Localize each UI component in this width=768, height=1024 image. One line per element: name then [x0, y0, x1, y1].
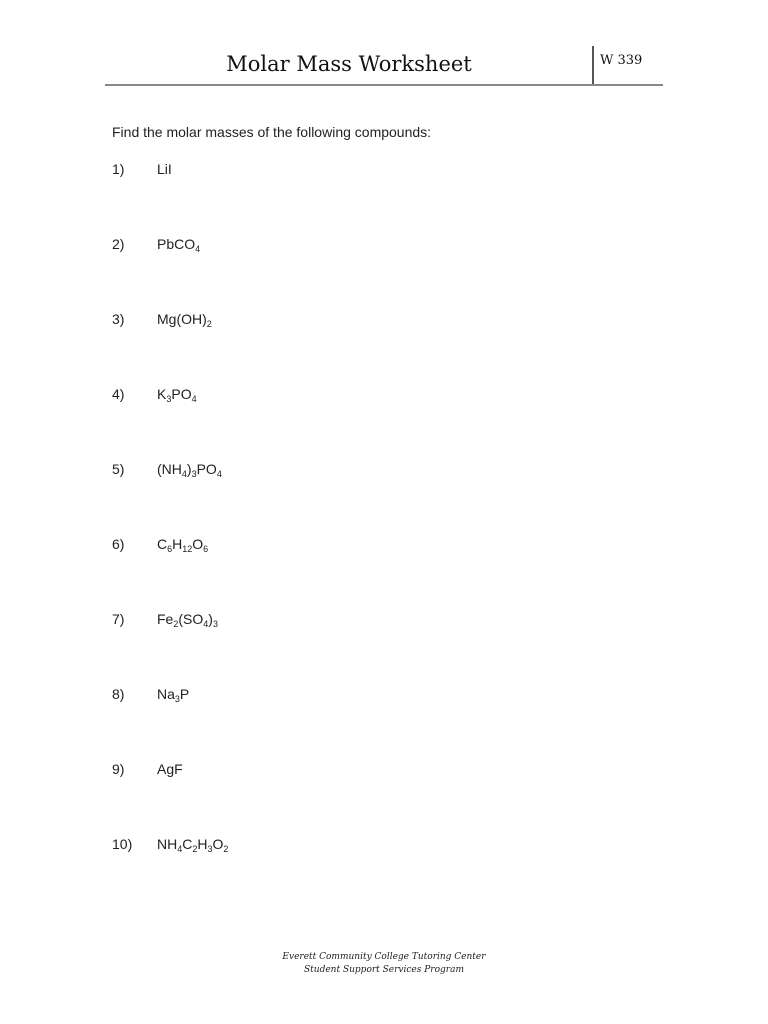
problem-number: 4) — [112, 386, 125, 402]
problem-number: 8) — [112, 686, 125, 702]
problem-item — [112, 161, 172, 177]
problem-number: 2) — [112, 236, 125, 252]
problem-number: 1) — [112, 161, 125, 177]
problem-item — [112, 461, 222, 477]
problem-item — [112, 761, 183, 777]
footer-line-2: Student Support Services Program — [304, 965, 464, 975]
chemical-formula: $K_3PO_4$ — [157, 386, 197, 404]
chemical-formula: $Mg(OH)_2$ — [157, 311, 212, 329]
chemical-formula: LiI — [157, 161, 172, 177]
chemical-formula: $C_6H_{12}O_6$ — [157, 536, 209, 554]
problem-item — [112, 836, 228, 852]
problem-item — [112, 236, 200, 252]
chemical-formula: $NH_4C_2H_3O_2$ — [157, 836, 229, 854]
problem-item — [112, 611, 218, 627]
chemical-formula: $Fe_2(SO_4)_3$ — [157, 611, 218, 629]
footer-line-1: Everett Community College Tutoring Center — [282, 952, 486, 962]
problem-number: 7) — [112, 611, 125, 627]
problem-number: 10) — [112, 836, 133, 852]
problem-number: 6) — [112, 536, 125, 552]
worksheet-code: W 339 — [600, 53, 643, 68]
problem-item — [112, 386, 197, 402]
problem-number: 5) — [112, 461, 125, 477]
problem-item — [112, 686, 189, 702]
header-divider — [105, 84, 663, 86]
footer — [0, 951, 768, 977]
header-vertical-divider — [592, 46, 594, 84]
chemical-formula: $(NH_4)_3PO_4$ — [157, 461, 222, 479]
page-title: Molar Mass Worksheet — [226, 52, 472, 76]
chemical-formula: $Na_3P$ — [157, 686, 190, 704]
chemical-formula: PbCO$_4$ — [157, 236, 201, 254]
problem-item — [112, 536, 208, 552]
problem-number: 9) — [112, 761, 125, 777]
chemical-formula: AgF — [157, 761, 183, 777]
instructions: Find the molar masses of the following compounds: — [112, 124, 432, 140]
problem-item — [112, 311, 212, 327]
problem-number: 3) — [112, 311, 125, 327]
